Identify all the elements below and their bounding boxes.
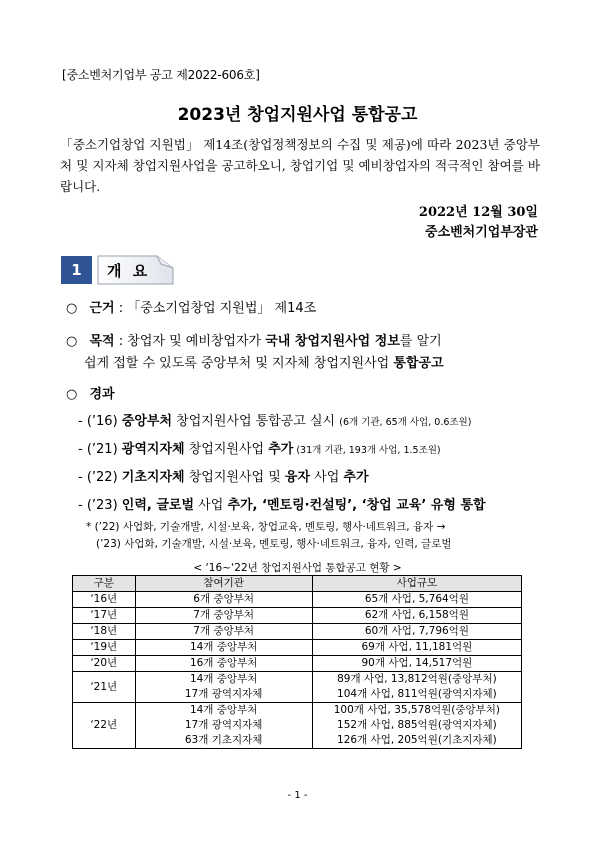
table-cell-scale [312, 624, 521, 640]
bullet-circle: ○ [66, 334, 78, 349]
table-cell-year: ‘18년 [73, 624, 136, 640]
table-cell-year: ‘22년 [73, 703, 136, 749]
history-2016 [78, 410, 471, 429]
history-table [72, 575, 522, 749]
table-cell-line: 14개 중앙부처 [189, 641, 258, 653]
table-cell-scale [312, 656, 521, 672]
table-caption: < ‘16~‘22년 창업지원사업 통합공고 현황 > [193, 562, 402, 574]
table-row [73, 703, 522, 749]
table-cell-line: 7개 중앙부처 [193, 609, 255, 621]
table-cell-line: 90개 사업, 14,517억원 [361, 657, 473, 669]
purpose-separator: : [114, 334, 128, 349]
history-note-2: (’23) 사업화, 기술개발, 시설·보육, 멘토링, 행사·네트워크, 융자, 인력, 글로벌 [96, 538, 452, 550]
table-header: 참여기관 [135, 576, 312, 592]
history-bold: 추가, ‘멘토링·컨설팅’, ‘창업 교육’ 유형 통합 [227, 498, 486, 513]
table-cell-scale [312, 703, 521, 749]
history-year: - (’21) [78, 442, 122, 457]
table-row [73, 656, 522, 672]
table-cell-participants [135, 592, 312, 608]
table-cell-line: 14개 중앙부처 [189, 673, 258, 685]
table-cell-year: ‘20년 [73, 656, 136, 672]
table-cell-line: 14개 중앙부처 [189, 704, 258, 716]
table-row [73, 672, 522, 703]
history-text: 창업지원사업 [184, 442, 269, 457]
purpose-text-3: 쉽게 접할 수 있도록 중앙부처 및 지자체 창업지원사업 [84, 356, 394, 371]
table-header: 구분 [73, 576, 136, 592]
history-detail: (6개 기관, 65개 사업, 0.6조원) [339, 417, 472, 428]
table-row [73, 624, 522, 640]
basis-item [66, 297, 316, 316]
table-header-row [73, 576, 522, 592]
history-text: 사업 [194, 498, 228, 513]
history-text: 사업 [310, 470, 344, 485]
table-cell-line: 69개 사업, 11,181억원 [361, 641, 473, 653]
announcement-date: 2022년 12월 30일 [418, 205, 538, 220]
table-cell-participants [135, 624, 312, 640]
history-2021 [78, 438, 441, 457]
history-2023 [78, 494, 486, 513]
history-text: 창업지원사업 통합공고 실시 [172, 414, 340, 429]
table-cell-line: 89개 사업, 13,812억원(중앙부처) [337, 673, 497, 685]
history-bold: 추가 [268, 442, 294, 457]
history-bold: 융자 [284, 470, 311, 485]
table-cell-line: 152개 사업, 885억원(광역지자체) [337, 719, 497, 731]
table-cell-year: ‘21년 [73, 672, 136, 703]
purpose-bold-1: 국내 창업지원사업 정보 [265, 334, 400, 349]
section-number: 1 [61, 256, 92, 284]
table-body [73, 592, 522, 749]
table-cell-line: 63개 기초지자체 [184, 734, 263, 746]
table-cell-year: ‘19년 [73, 640, 136, 656]
table-cell-line: 104개 사업, 811억원(광역지자체) [337, 688, 497, 700]
table-cell-line: 60개 사업, 7,796억원 [364, 625, 469, 637]
table-cell-scale [312, 672, 521, 703]
section-title: 개 요 [107, 262, 151, 280]
intro-paragraph: 「중소기업창업 지원법」 제14조(창업정책정보의 수집 및 제공)에 따라 2023년 중앙부처 및 지자체 창업지원사업을 공고하오니, 창업기업 및 예비창업자의 적극적인 참여를 바랍니다. [60, 137, 540, 194]
purpose-text-2: 를 알기 [399, 334, 442, 349]
purpose-text-1: 창업자 및 예비창업자가 [127, 334, 266, 349]
table-cell-line: 16개 중앙부처 [189, 657, 258, 669]
table-row [73, 608, 522, 624]
table-cell-line: 100개 사업, 35,578억원(중앙부처) [333, 704, 501, 716]
table-cell-year: ‘17년 [73, 608, 136, 624]
history-item [66, 383, 115, 402]
history-note-1: * (’22) 사업화, 기술개발, 시설·보육, 창업교육, 멘토링, 행사·네트워크, 융자 → [86, 521, 446, 533]
section-title-box [97, 254, 175, 286]
table-cell-participants [135, 640, 312, 656]
history-bold: 중앙부처 [121, 414, 173, 429]
table-row [73, 640, 522, 656]
history-bold: 추가 [343, 470, 369, 485]
table-cell-participants [135, 703, 312, 749]
history-bold: 인력, 글로벌 [121, 498, 195, 513]
table-cell-scale [312, 608, 521, 624]
table-cell-participants [135, 672, 312, 703]
bullet-circle: ○ [66, 301, 78, 316]
history-year: - (’16) [78, 414, 122, 429]
basis-separator: : [114, 301, 128, 316]
history-year: - (’22) [78, 470, 122, 485]
history-text: 창업지원사업 및 [184, 470, 285, 485]
notice-number: [중소벤처기업부 공고 제2022-606호] [62, 68, 260, 82]
basis-label: 근거 [89, 301, 115, 316]
table-cell-participants [135, 608, 312, 624]
history-detail: (31개 기관, 193개 사업, 1.5조원) [293, 445, 441, 456]
history-label: 경과 [89, 387, 115, 402]
history-bold: 기초지자체 [121, 470, 185, 485]
table-cell-line: 17개 광역지자체 [184, 719, 263, 731]
table-cell-year: ‘16년 [73, 592, 136, 608]
history-2022 [78, 466, 369, 485]
history-bold: 광역지자체 [121, 442, 185, 457]
bullet-circle: ○ [66, 387, 78, 402]
purpose-item-continued [84, 352, 444, 371]
table-cell-line: 62개 사업, 6,158억원 [364, 609, 469, 621]
page-title: 2023년 창업지원사업 통합공고 [177, 105, 418, 125]
table-row [73, 592, 522, 608]
purpose-bold-2: 통합공고 [393, 356, 444, 371]
table-header: 사업규모 [312, 576, 521, 592]
table-cell-scale [312, 592, 521, 608]
page-number: - 1 - [287, 790, 308, 801]
table-cell-line: 7개 중앙부처 [193, 625, 255, 637]
history-year: - (’23) [78, 498, 122, 513]
table-cell-scale [312, 640, 521, 656]
table-cell-line: 65개 사업, 5,764억원 [364, 593, 469, 605]
table-cell-line: 17개 광역지자체 [184, 688, 263, 700]
purpose-label: 목적 [89, 334, 115, 349]
basis-text: 「중소기업창업 지원법」 제14조 [127, 301, 317, 316]
table-cell-participants [135, 656, 312, 672]
purpose-item [66, 330, 442, 349]
issuing-organization: 중소벤처기업부장관 [424, 225, 538, 240]
table-cell-line: 6개 중앙부처 [193, 593, 255, 605]
table-cell-line: 126개 사업, 205억원(기초지자체) [337, 734, 497, 746]
